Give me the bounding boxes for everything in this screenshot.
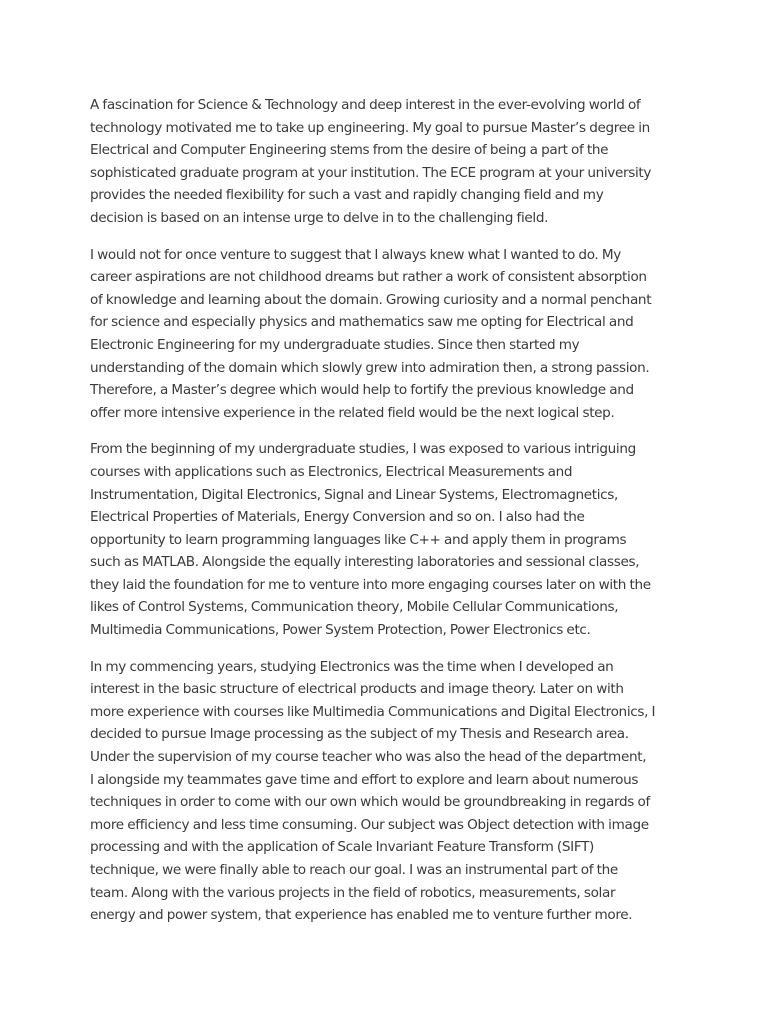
text-line: From the beginning of my undergraduate studies, I was exposed to various intriguing (90, 441, 636, 458)
text-line: techniques in order to come with our own which would be groundbreaking in regards of (90, 794, 650, 811)
text-line: sophisticated graduate program at your institution. The ECE program at your university (90, 164, 652, 181)
text-line: Under the supervision of my course teacher who was also the head of the department, (90, 749, 647, 766)
text-line: Multimedia Communications, Power System Protection, Power Electronics etc. (90, 622, 591, 639)
text-line: processing and with the application of Scale Invariant Feature Transform (SIFT) (90, 839, 594, 856)
paragraph-3 (90, 438, 690, 641)
text-line: I alongside my teammates gave time and effort to explore and learn about numerous (90, 771, 639, 788)
text-line: career aspirations are not childhood dreams but rather a work of consistent absorption (90, 269, 647, 286)
text-line: understanding of the domain which slowly grew into admiration then, a strong passion. (90, 359, 650, 376)
text-line: interest in the basic structure of electrical products and image theory. Later on with (90, 681, 624, 698)
text-line: courses with applications such as Electronics, Electrical Measurements and (90, 463, 573, 480)
paragraph-1 (90, 94, 690, 230)
text-line: more efficiency and less time consuming. Our subject was Object detection with image (90, 816, 649, 833)
text-line: offer more intensive experience in the related field would be the next logical step. (90, 404, 615, 421)
text-line: Electrical Properties of Materials, Energy Conversion and so on. I also had the (90, 509, 585, 526)
text-line: they laid the foundation for me to venture into more engaging courses later on with the (90, 576, 651, 593)
text-line: Instrumentation, Digital Electronics, Signal and Linear Systems, Electromagnetics, (90, 486, 619, 503)
text-line: energy and power system, that experience has enabled me to venture further more. (90, 907, 633, 924)
text-line: likes of Control Systems, Communication theory, Mobile Cellular Communications, (90, 599, 619, 616)
text-line: for science and especially physics and mathematics saw me opting for Electrical and (90, 314, 634, 331)
text-line: provides the needed flexibility for such a vast and rapidly changing field and my (90, 187, 604, 204)
text-line: opportunity to learn programming languages like C++ and apply them in programs (90, 531, 627, 548)
text-line: more experience with courses like Multimedia Communications and Digital Electronics, I (90, 703, 656, 720)
text-line: Electronic Engineering for my undergraduate studies. Since then started my (90, 336, 580, 353)
text-line: technology motivated me to take up engineering. My goal to pursue Master’s degree in (90, 119, 650, 136)
text-line: of knowledge and learning about the domain. Growing curiosity and a normal penchant (90, 291, 652, 308)
text-line: In my commencing years, studying Electronics was the time when I developed an (90, 658, 614, 675)
text-line: I would not for once venture to suggest that I always knew what I wanted to do. My (90, 246, 621, 263)
paragraph-2 (90, 244, 690, 425)
document-body (90, 94, 690, 941)
text-line: decision is based on an intense urge to delve in to the challenging field. (90, 209, 549, 226)
text-line: A fascination for Science & Technology and deep interest in the ever-evolving world of (90, 97, 641, 113)
text-line: Electrical and Computer Engineering stems from the desire of being a part of the (90, 142, 609, 159)
paragraph-4 (90, 656, 690, 927)
text-line: decided to pursue Image processing as the subject of my Thesis and Research area. (90, 726, 629, 743)
text-line: technique, we were finally able to reach our goal. I was an instrumental part of the (90, 862, 618, 878)
text-line: such as MATLAB. Alongside the equally interesting laboratories and sessional classes, (90, 554, 640, 571)
text-line: team. Along with the various projects in the field of robotics, measurements, solar (90, 884, 616, 901)
text-line: Therefore, a Master’s degree which would help to fortify the previous knowledge and (90, 382, 634, 399)
